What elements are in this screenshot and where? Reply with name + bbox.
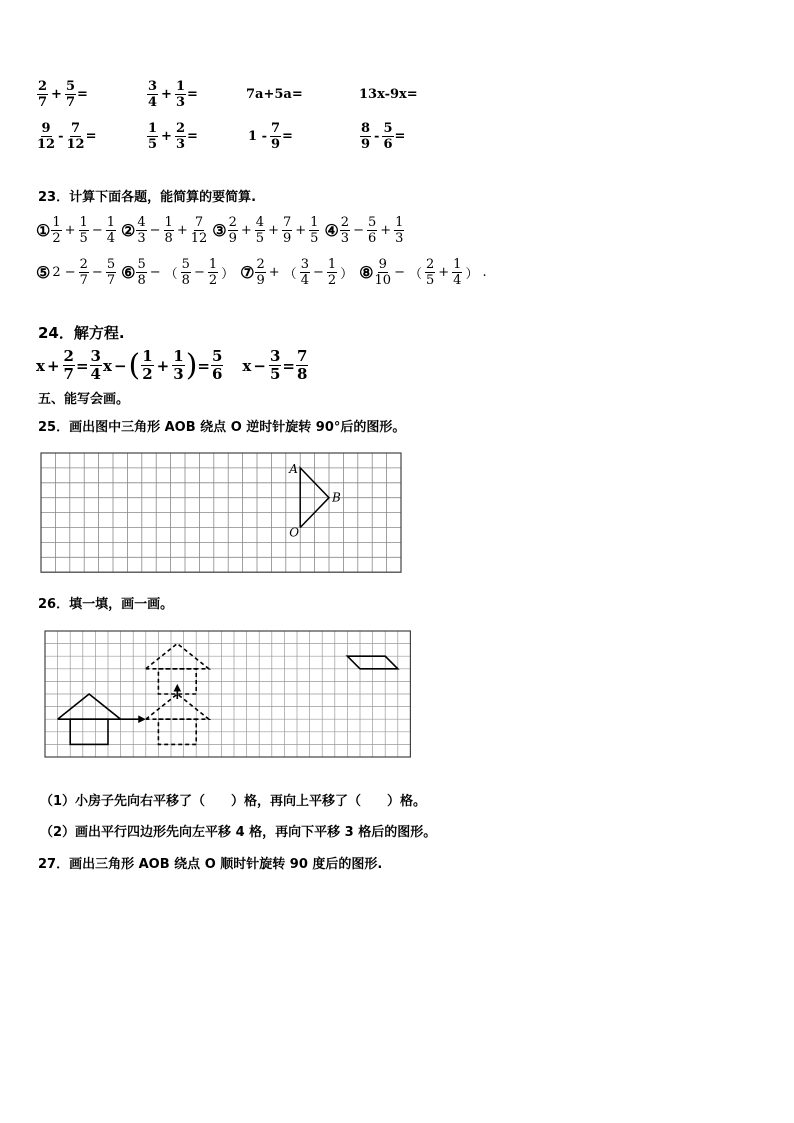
q24-title: 24．解方程. bbox=[38, 324, 125, 342]
fraction bbox=[382, 122, 393, 151]
equation-3 bbox=[242, 349, 309, 382]
grid-lines bbox=[41, 453, 401, 572]
fraction-denominator: 5 bbox=[79, 231, 88, 246]
fraction-denominator: 9 bbox=[228, 231, 237, 246]
q26-sub-2: （2）画出平行四边形先向左平移 4 格，再向下平移 3 格后的图形。 bbox=[40, 825, 437, 840]
fraction-denominator: 7 bbox=[106, 273, 116, 288]
operator: + bbox=[380, 223, 392, 238]
operator: − bbox=[253, 356, 266, 375]
fraction-numerator: 7 bbox=[270, 121, 281, 136]
fraction bbox=[300, 258, 310, 287]
fraction-numerator: 3 bbox=[148, 79, 158, 94]
fraction-numerator: 3 bbox=[269, 347, 281, 365]
operator: + bbox=[51, 87, 62, 102]
operator: （ bbox=[164, 267, 178, 282]
item-number-mark: ⑦ bbox=[240, 263, 255, 282]
fraction bbox=[172, 349, 184, 382]
right-paren: ) bbox=[185, 348, 198, 383]
fraction bbox=[90, 349, 102, 382]
item-number-mark: ⑥ bbox=[121, 263, 136, 282]
operator: − bbox=[113, 356, 127, 375]
variable-x: x bbox=[36, 356, 45, 375]
q23-item-8 bbox=[359, 258, 488, 287]
fraction bbox=[141, 349, 153, 382]
fraction bbox=[269, 349, 281, 382]
fraction-numerator: 1 bbox=[395, 215, 404, 230]
operator: ） bbox=[340, 267, 354, 282]
q26-sub-1: （1）小房子先向右平移了（ ）格，再向上平移了（ ）格。 bbox=[40, 794, 427, 809]
fraction-denominator: 4 bbox=[148, 95, 158, 110]
fraction-numerator: 1 bbox=[79, 215, 88, 230]
fraction-denominator: 3 bbox=[175, 95, 185, 110]
fraction bbox=[296, 349, 308, 382]
fraction-denominator: 4 bbox=[300, 273, 309, 288]
fraction-denominator: 8 bbox=[164, 231, 173, 246]
fraction-denominator: 9 bbox=[361, 137, 371, 152]
fraction-numerator: 1 bbox=[106, 215, 115, 230]
fraction-denominator: 3 bbox=[340, 231, 350, 246]
operator: + bbox=[64, 223, 76, 238]
fraction-denominator: 9 bbox=[270, 137, 281, 152]
fraction-numerator: 1 bbox=[453, 257, 462, 272]
fraction-denominator: 7 bbox=[63, 365, 74, 383]
fraction bbox=[63, 349, 75, 382]
fraction bbox=[211, 349, 223, 382]
oral-row-1-expr-2 bbox=[146, 80, 246, 109]
fraction-numerator: 7 bbox=[71, 121, 81, 136]
fraction-numerator: 1 bbox=[52, 215, 61, 230]
fraction bbox=[147, 80, 158, 109]
operator: − bbox=[312, 265, 324, 280]
equals-sign: = bbox=[197, 356, 210, 375]
label-o: O bbox=[289, 525, 300, 540]
fraction bbox=[65, 80, 76, 109]
fraction-numerator: 2 bbox=[425, 257, 435, 272]
operator: （ bbox=[408, 267, 422, 282]
fraction bbox=[136, 216, 146, 245]
operator: + bbox=[156, 356, 170, 375]
fraction-denominator: 3 bbox=[137, 231, 146, 246]
fraction-numerator: 2 bbox=[340, 215, 350, 230]
operator: + bbox=[161, 87, 172, 102]
fraction bbox=[181, 258, 191, 287]
fraction-denominator: 4 bbox=[106, 231, 115, 246]
q23-item-1 bbox=[36, 216, 117, 245]
oral-row-2-expr-3 bbox=[246, 122, 359, 151]
fraction-denominator: 2 bbox=[208, 273, 218, 288]
fraction-denominator: 2 bbox=[142, 365, 153, 383]
fraction-denominator: 3 bbox=[395, 231, 404, 246]
fraction-numerator: 3 bbox=[90, 347, 101, 365]
fraction-numerator: 7 bbox=[194, 215, 204, 230]
item-number-mark: ③ bbox=[212, 221, 227, 240]
fraction-numerator: 5 bbox=[367, 215, 377, 230]
operator: - bbox=[58, 129, 64, 144]
fraction-numerator: 2 bbox=[175, 121, 185, 136]
fraction bbox=[394, 216, 404, 245]
fraction-denominator: 12 bbox=[66, 137, 85, 152]
fraction-denominator: 9 bbox=[256, 273, 265, 288]
q23-line-2 bbox=[36, 258, 493, 287]
fraction-numerator: 1 bbox=[175, 79, 185, 94]
fraction-denominator: 8 bbox=[296, 365, 308, 383]
operator: − bbox=[91, 265, 103, 280]
fraction-denominator: 9 bbox=[282, 231, 292, 246]
q27-title: 27．画出三角形 AOB 绕点 O 顺时针旋转 90 度后的图形. bbox=[38, 857, 383, 872]
operator: − bbox=[149, 265, 161, 280]
q24-equations bbox=[36, 348, 309, 383]
fraction-numerator: 2 bbox=[79, 257, 88, 272]
equals-sign: = bbox=[187, 129, 198, 144]
fraction bbox=[79, 216, 89, 245]
fraction-numerator: 9 bbox=[41, 121, 51, 136]
fraction bbox=[147, 122, 158, 151]
fraction bbox=[270, 122, 281, 151]
fraction-denominator: 5 bbox=[425, 273, 435, 288]
oral-row-1-expr-4 bbox=[359, 87, 479, 102]
fraction-denominator: 4 bbox=[453, 273, 462, 288]
q23-line-1 bbox=[36, 216, 409, 245]
fraction-numerator: 8 bbox=[361, 121, 371, 136]
arrow-up-head bbox=[174, 684, 182, 692]
fraction bbox=[255, 258, 265, 287]
fraction-numerator: 2 bbox=[256, 257, 265, 272]
left-paren: ( bbox=[128, 348, 141, 383]
oral-row-2-expr-1 bbox=[36, 122, 146, 151]
oral-row-2-expr-4 bbox=[359, 122, 479, 151]
fraction bbox=[37, 80, 48, 109]
fraction bbox=[175, 80, 186, 109]
fraction-denominator: 5 bbox=[269, 365, 281, 383]
q23-item-3 bbox=[212, 216, 320, 245]
fraction bbox=[360, 122, 371, 151]
fraction-numerator: 4 bbox=[137, 215, 146, 230]
oral-row-1 bbox=[36, 80, 479, 109]
q23-item-5 bbox=[36, 258, 117, 287]
equals-sign: = bbox=[75, 356, 89, 375]
fraction-numerator: 2 bbox=[38, 79, 48, 94]
operator: + bbox=[161, 129, 172, 144]
fraction bbox=[228, 216, 238, 245]
item-number-mark: ④ bbox=[324, 221, 339, 240]
fraction-numerator: 5 bbox=[65, 79, 75, 94]
fraction bbox=[51, 216, 61, 245]
equals-sign: = bbox=[77, 87, 88, 102]
operator: + bbox=[46, 356, 60, 375]
fraction-denominator: 3 bbox=[175, 137, 185, 152]
fraction-denominator: 6 bbox=[383, 137, 393, 152]
expression-text: 13x-9x= bbox=[359, 87, 418, 102]
item-number-mark: ⑧ bbox=[359, 263, 374, 282]
fraction bbox=[164, 216, 174, 245]
operator: − bbox=[91, 223, 103, 238]
operator: 2 − bbox=[52, 265, 76, 280]
operator: （ bbox=[283, 267, 297, 282]
operator: − bbox=[353, 223, 364, 238]
fraction-numerator: 3 bbox=[300, 257, 309, 272]
equals-sign: = bbox=[187, 87, 198, 102]
fraction bbox=[282, 216, 292, 245]
fraction-denominator: 7 bbox=[38, 95, 48, 110]
item-number-mark: ① bbox=[36, 221, 51, 240]
expression-text: 7a+5a= bbox=[246, 87, 303, 102]
fraction-numerator: 7 bbox=[296, 347, 308, 365]
equation-2 bbox=[103, 348, 224, 383]
section-5-heading: 五、能写会画。 bbox=[38, 392, 130, 407]
equals-sign: = bbox=[282, 129, 293, 144]
operator: + bbox=[176, 223, 188, 238]
variable-x: x bbox=[102, 356, 112, 375]
fraction bbox=[191, 216, 208, 245]
fraction bbox=[425, 258, 435, 287]
item-number-mark: ② bbox=[121, 221, 136, 240]
fraction-denominator: 2 bbox=[52, 231, 61, 246]
operator: − bbox=[193, 265, 205, 280]
fraction-numerator: 4 bbox=[255, 215, 265, 230]
fraction-numerator: 1 bbox=[327, 257, 337, 272]
fraction-denominator: 8 bbox=[137, 273, 146, 288]
label-b: B bbox=[332, 490, 341, 505]
fraction-numerator: 1 bbox=[142, 347, 153, 365]
operator: - bbox=[374, 129, 380, 144]
fraction bbox=[136, 258, 146, 287]
fraction-denominator: 2 bbox=[327, 273, 337, 288]
fraction-numerator: 5 bbox=[137, 257, 146, 272]
fraction-denominator: 10 bbox=[374, 273, 392, 288]
fraction-denominator: 12 bbox=[37, 137, 56, 152]
fraction-denominator: 5 bbox=[310, 231, 319, 246]
fraction-numerator: 5 bbox=[106, 257, 116, 272]
q25-grid-figure bbox=[40, 452, 402, 574]
fraction bbox=[255, 216, 265, 245]
fraction-numerator: 1 bbox=[208, 257, 218, 272]
oral-row-2-expr-2 bbox=[146, 122, 246, 151]
fraction bbox=[375, 258, 392, 287]
fraction-numerator: 7 bbox=[282, 215, 292, 230]
item-number-mark: ⑤ bbox=[36, 263, 51, 282]
fraction-denominator: 5 bbox=[255, 231, 265, 246]
fraction bbox=[309, 216, 319, 245]
equation-1 bbox=[36, 349, 103, 382]
label-a: A bbox=[289, 461, 298, 476]
variable-x: x bbox=[242, 356, 252, 375]
fraction bbox=[327, 258, 337, 287]
fraction-numerator: 5 bbox=[211, 347, 223, 365]
fraction-numerator: 2 bbox=[63, 347, 74, 365]
expression-lead: 1 - bbox=[248, 129, 267, 144]
fraction-denominator: 5 bbox=[148, 137, 158, 152]
fraction bbox=[67, 122, 85, 151]
fraction-denominator: 7 bbox=[79, 273, 88, 288]
operator: − bbox=[394, 265, 405, 280]
fraction-denominator: 3 bbox=[173, 365, 184, 383]
fraction bbox=[175, 122, 186, 151]
fraction-numerator: 1 bbox=[310, 215, 319, 230]
q23-item-7 bbox=[240, 258, 355, 287]
fraction bbox=[340, 216, 350, 245]
equals-sign: = bbox=[282, 356, 295, 375]
fraction-denominator: 8 bbox=[181, 273, 190, 288]
fraction-numerator: 1 bbox=[164, 215, 173, 230]
equals-sign: = bbox=[394, 129, 406, 144]
operator: + bbox=[240, 223, 252, 238]
fraction bbox=[208, 258, 218, 287]
fraction-denominator: 4 bbox=[90, 365, 101, 383]
q23-item-2 bbox=[121, 216, 208, 245]
fraction-numerator: 5 bbox=[181, 257, 190, 272]
arrow-right-head bbox=[138, 715, 146, 723]
operator: + bbox=[268, 265, 280, 280]
fraction-numerator: 1 bbox=[148, 121, 158, 136]
operator: ） bbox=[465, 267, 479, 282]
operator: − bbox=[149, 223, 161, 238]
fraction-numerator: 1 bbox=[173, 347, 184, 365]
operator: + bbox=[268, 223, 279, 238]
operator: + bbox=[295, 223, 307, 238]
fraction-denominator: 6 bbox=[367, 231, 377, 246]
fraction-denominator: 12 bbox=[190, 231, 208, 246]
fraction-numerator: 9 bbox=[378, 257, 387, 272]
fraction-numerator: 5 bbox=[383, 121, 393, 136]
fraction-denominator: 7 bbox=[65, 95, 75, 110]
fraction-denominator: 6 bbox=[211, 365, 223, 383]
q25-title: 25．画出图中三角形 AOB 绕点 O 逆时针旋转 90°后的图形。 bbox=[38, 420, 406, 435]
q26-title: 26．填一填，画一画。 bbox=[38, 597, 174, 612]
fraction bbox=[79, 258, 89, 287]
operator: + bbox=[438, 265, 450, 280]
q23-item-4 bbox=[324, 216, 405, 245]
q23-item-6 bbox=[121, 258, 236, 287]
operator: ） bbox=[221, 267, 235, 282]
fraction bbox=[106, 258, 116, 287]
fraction bbox=[367, 216, 377, 245]
grid-lines bbox=[45, 631, 410, 757]
oral-row-1-expr-3 bbox=[246, 87, 359, 102]
fraction-numerator: 2 bbox=[228, 215, 237, 230]
fraction bbox=[452, 258, 462, 287]
fraction bbox=[106, 216, 116, 245]
operator: . bbox=[482, 265, 487, 280]
oral-row-1-expr-1 bbox=[36, 80, 146, 109]
equals-sign: = bbox=[85, 129, 97, 144]
fraction bbox=[37, 122, 55, 151]
house-original bbox=[58, 694, 121, 744]
oral-row-2 bbox=[36, 122, 479, 151]
q23-title: 23．计算下面各题，能简算的要简算. bbox=[38, 190, 257, 205]
q26-grid-figure bbox=[44, 630, 412, 766]
